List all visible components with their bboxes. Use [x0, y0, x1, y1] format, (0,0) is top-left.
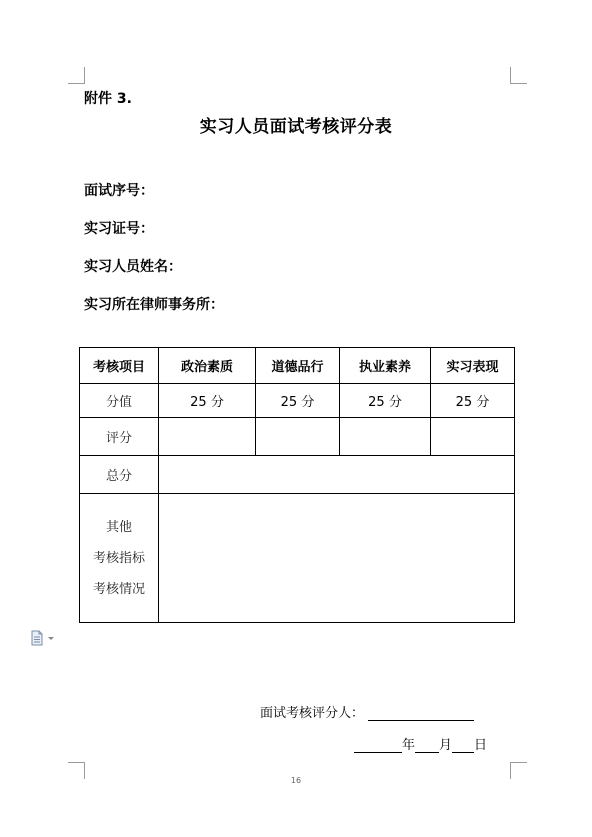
crop-mark-top-right — [510, 67, 527, 84]
score-table — [79, 347, 515, 623]
date-line — [354, 734, 487, 753]
other-label-line-2: 考核指标 — [92, 550, 145, 566]
header-cell-political: 政治素质 — [159, 348, 256, 384]
document-icon[interactable] — [30, 630, 58, 646]
points-value-morality: 25 分 — [256, 384, 340, 418]
law-firm-label: 实习所在律师事务所： — [84, 297, 224, 313]
table-row-total — [80, 456, 515, 494]
table-header-row — [80, 348, 515, 384]
month-label: 月 — [439, 738, 453, 753]
total-label: 总分 — [80, 456, 159, 494]
crop-mark-top-left — [68, 67, 85, 84]
year-blank[interactable] — [354, 738, 402, 753]
total-cell[interactable] — [159, 456, 515, 494]
rater-signature-blank[interactable] — [368, 706, 474, 721]
points-value-internship: 25 分 — [431, 384, 515, 418]
points-label: 分值 — [80, 384, 159, 418]
day-label: 日 — [474, 738, 488, 753]
table-row-other — [80, 494, 515, 623]
page-number: 16 — [290, 776, 302, 785]
rating-cell-morality[interactable] — [256, 418, 340, 456]
table-row-points — [80, 384, 515, 418]
document-icon-graphic — [30, 630, 58, 646]
intern-name-label: 实习人员姓名： — [84, 259, 182, 275]
month-blank[interactable] — [415, 738, 439, 753]
rating-cell-internship[interactable] — [431, 418, 515, 456]
header-cell-item: 考核项目 — [80, 348, 159, 384]
header-cell-internship: 实习表现 — [431, 348, 515, 384]
interview-number-label: 面试序号： — [84, 183, 154, 199]
annex-label: 附件 3. — [84, 91, 132, 107]
year-label: 年 — [402, 738, 416, 753]
header-cell-morality: 道德品行 — [256, 348, 340, 384]
other-label-line-1: 其他 — [105, 519, 132, 535]
rating-cell-political[interactable] — [159, 418, 256, 456]
header-cell-professionalism: 执业素养 — [340, 348, 431, 384]
rating-cell-professionalism[interactable] — [340, 418, 431, 456]
day-blank[interactable] — [452, 738, 474, 753]
other-assessment-label — [80, 494, 159, 623]
rating-label: 评分 — [80, 418, 159, 456]
rater-signature-line — [260, 702, 474, 721]
other-label-line-3: 考核情况 — [92, 581, 145, 597]
points-value-professionalism: 25 分 — [340, 384, 431, 418]
points-value-political: 25 分 — [159, 384, 256, 418]
other-assessment-cell[interactable] — [159, 494, 515, 623]
rater-label: 面试考核评分人： — [260, 706, 365, 721]
page-title: 实习人员面试考核评分表 — [199, 117, 393, 137]
table-row-rating — [80, 418, 515, 456]
intern-certificate-label: 实习证号： — [84, 221, 154, 237]
